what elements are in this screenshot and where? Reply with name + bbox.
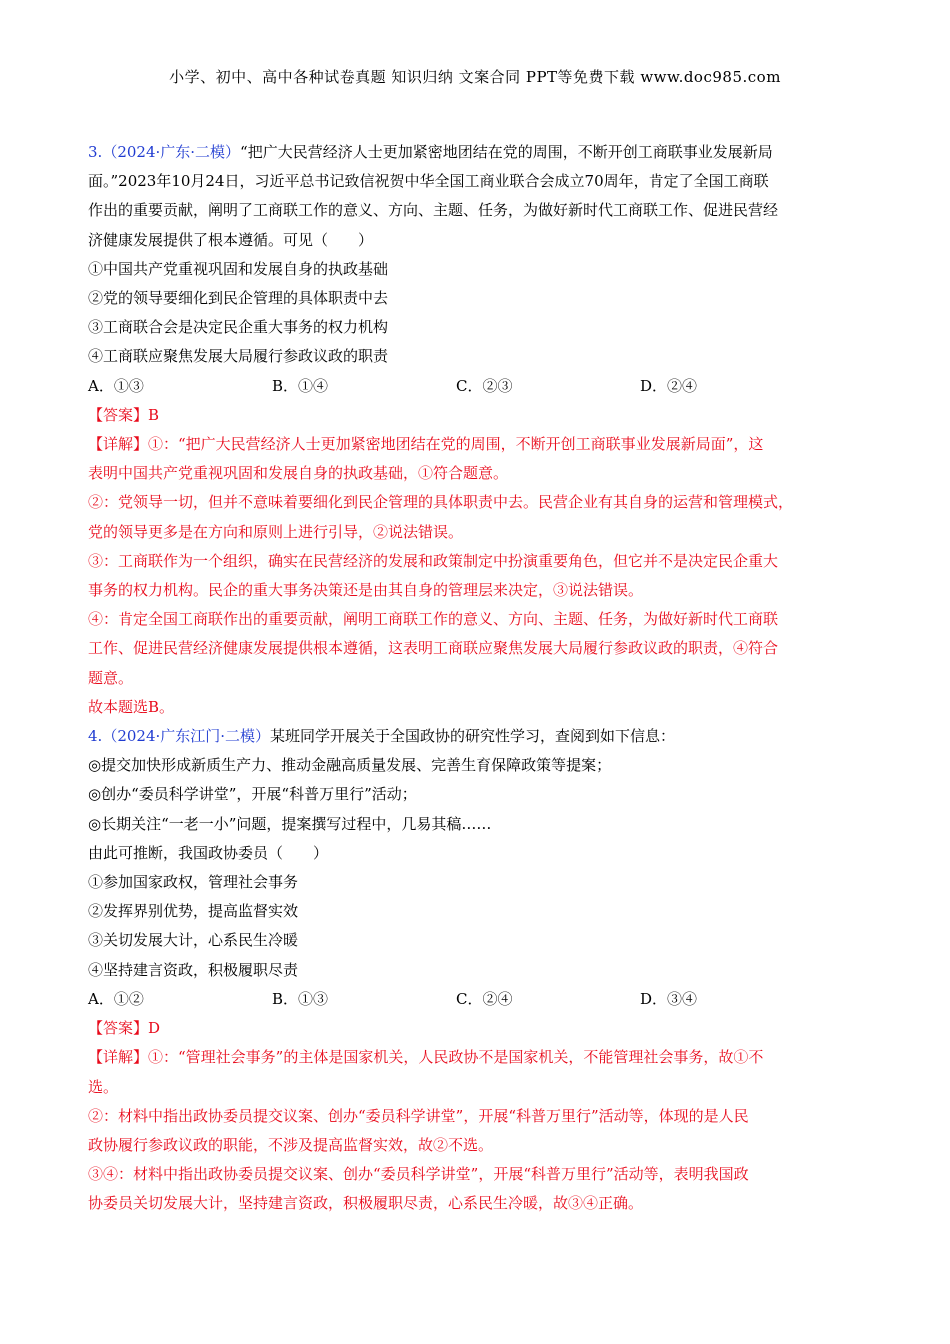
answer: 【答案】D	[88, 1019, 161, 1038]
statement-item: ②党的领导要细化到民企管理的具体职责中去	[88, 289, 389, 308]
question-text-line: ◎长期关注“一老一小”问题，提案撰写过程中，几易其稿……	[88, 814, 492, 833]
detail-line: 工作、促进民营经济健康发展提供根本遵循，这表明工商联应聚焦发展大局履行参政议政的职责，④符合	[88, 639, 779, 658]
question-text-line: ◎创办“委员科学讲堂”，开展“科普万里行”活动；	[88, 785, 417, 804]
statement-item: ①中国共产党重视巩固和发展自身的执政基础	[88, 259, 389, 278]
option-a: A．①②	[88, 989, 144, 1008]
detail-line: 事务的权力机构。民企的重大事务决策还是由其自身的管理层来决定，③说法错误。	[88, 581, 644, 600]
question-text-line: 面。”2023年10月24日，习近平总书记致信祝贺中华全国工商业联合会成立70周年，肯定了全国工商联	[88, 172, 769, 191]
question-text-line: 由此可推断，我国政协委员（ ）	[88, 843, 329, 862]
question-4	[88, 722, 868, 1218]
detail-line: 表明中国共产党重视巩固和发展自身的执政基础，①符合题意。	[88, 464, 509, 483]
detail-line: ①：“把广大民营经济人士更加紧密地团结在党的周围，不断开创工商联事业发展新局面”，这	[148, 435, 764, 454]
question-number: 4.	[88, 727, 103, 746]
option-b: B．①④	[272, 376, 329, 395]
option-c: C．②③	[456, 376, 513, 395]
statement-item: ③关切发展大计，心系民生冷暖	[88, 931, 299, 950]
detail-label: 【详解】	[88, 1048, 149, 1067]
option-d: D．②④	[640, 376, 698, 395]
option-a: A．①③	[88, 376, 144, 395]
detail-line: 党的领导更多是在方向和原则上进行引导，②说法错误。	[88, 522, 464, 541]
document-body	[88, 138, 868, 1219]
detail-line: ③④：材料中指出政协委员提交议案、创办“委员科学讲堂”，开展“科普万里行”活动等，表明我国政	[88, 1165, 749, 1184]
question-text-line: 某班同学开展关于全国政协的研究性学习，查阅到如下信息：	[270, 727, 676, 746]
detail-line: ①：“管理社会事务”的主体是国家机关，人民政协不是国家机关，不能管理社会事务，故①不	[148, 1048, 764, 1067]
question-text-line: 作出的重要贡献，阐明了工商联工作的意义、方向、主题、任务，为做好新时代工商联工作、促进民营经	[88, 201, 779, 220]
detail-line: ②：材料中指出政协委员提交议案、创办“委员科学讲堂”，开展“科普万里行”活动等，体现的是人民	[88, 1106, 749, 1125]
statement-item: ②发挥界别优势，提高监督实效	[88, 902, 299, 921]
question-text-line: 济健康发展提供了根本遵循。可见（ ）	[88, 230, 374, 249]
detail-line: 选。	[88, 1077, 119, 1096]
detail-line: 协委员关切发展大计，坚持建言资政，积极履职尽责，心系民生冷暖，故③④正确。	[88, 1194, 644, 1213]
question-text-line: “把广大民营经济人士更加紧密地团结在党的周围，不断开创工商联事业发展新局	[240, 143, 773, 161]
page-header: 小学、初中、高中各种试卷真题 知识归纳 文案合同 PPT等免费下载 www.doc985.com	[169, 68, 781, 86]
question-source: （2024·广东·二模）	[102, 143, 241, 161]
question-source: （2024·广东江门·二模）	[102, 727, 271, 746]
detail-line: 题意。	[88, 668, 134, 687]
statement-item: ③工商联合会是决定民企重大事务的权力机构	[88, 318, 389, 337]
detail-line: ④：肯定全国工商联作出的重要贡献，阐明工商联工作的意义、方向、主题、任务，为做好新时代工商联	[88, 610, 779, 629]
detail-label: 【详解】	[88, 435, 149, 454]
option-b: B．①③	[272, 989, 329, 1008]
answer-options	[88, 372, 868, 401]
answer-options	[88, 985, 868, 1014]
question-3	[88, 138, 868, 722]
statement-item: ④坚持建言资政，积极履职尽责	[88, 960, 299, 979]
detail-line: ②：党领导一切，但并不意味着要细化到民企管理的具体职责中去。民营企业有其自身的运营和管理模式，	[88, 493, 794, 512]
detail-line: 政协履行参政议政的职能，不涉及提高监督实效，故②不选。	[88, 1135, 494, 1154]
answer: 【答案】B	[88, 405, 160, 424]
statement-item: ④工商联应聚焦发展大局履行参政议政的职责	[88, 347, 389, 366]
option-d: D．③④	[640, 989, 698, 1008]
question-text-line: ◎提交加快形成新质生产力、推动金融高质量发展、完善生育保障政策等提案；	[88, 756, 612, 775]
detail-line: 故本题选B。	[88, 697, 175, 716]
option-c: C．②④	[456, 989, 513, 1008]
question-number: 3.	[88, 143, 103, 161]
detail-line: ③：工商联作为一个组织，确实在民营经济的发展和政策制定中扮演重要角色，但它并不是决定民企重大	[88, 551, 779, 570]
statement-item: ①参加国家政权，管理社会事务	[88, 873, 299, 892]
